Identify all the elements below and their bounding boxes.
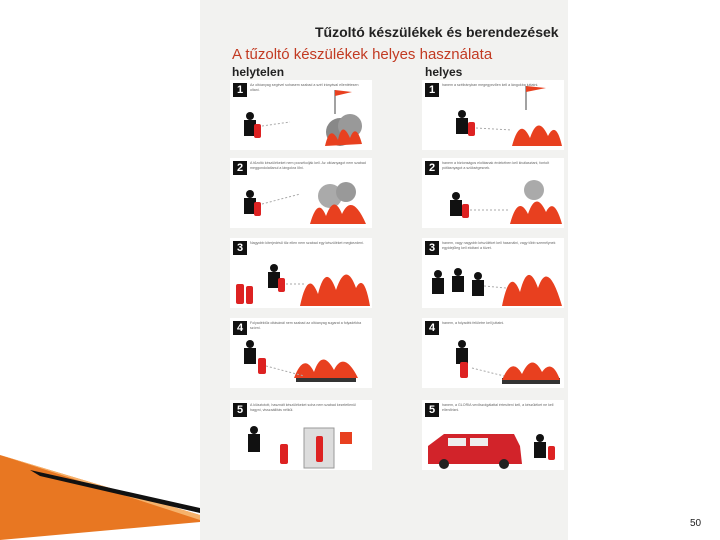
step-caption: Az oltóanyag segével sohasem szabad a szél irányával ellentétesen oltani. (250, 83, 359, 92)
right-step-5 (422, 400, 564, 470)
step-caption: A tűzoltó készülékeket nem pocsékolják kell. Az oltóanyagot nem szabad meggondolatlanul a lángokra lőni. (250, 161, 366, 170)
poster-title: Tűzoltó készülékek és berendezések (315, 24, 559, 40)
step-caption: A kiüsztotott, használt készülékeket soha nem szabad kezeletlenül hagyni, visszaállítás nélkül. (250, 403, 356, 412)
step-caption: hanem a biztonságos eloltásnak érdekében kell kiválasztani, fontolt pótlásnyagot a szükségesnek. (442, 161, 550, 170)
right-step-3 (422, 238, 564, 308)
step-number: 3 (233, 241, 247, 255)
step-number: 1 (425, 83, 439, 97)
step-caption: hanem, vagy nagyobb készüléket kell használni, vagy több személynek egyidejűleg kell eloltani a tüzet. (442, 241, 556, 250)
step-number: 4 (233, 321, 247, 335)
step-caption: hanem, a folyadék felületre kell juttatni. (442, 321, 505, 325)
step-number: 4 (425, 321, 439, 335)
right-step-2 (422, 158, 564, 228)
step-caption: hanem, a GLORIA vevőszolgálattal értesíteni kell, a készüléket ne kell ellenőrizni. (442, 403, 554, 412)
step-caption: hanem a szélirányban megegyezően kell a lángokba juttatni. (442, 83, 539, 87)
step-number: 2 (233, 161, 247, 175)
step-caption: Folyadéktűz oltásánál nem szabad az oltóanyag sugarat a folyadékba szórni. (250, 321, 362, 330)
wrong-step-4 (230, 318, 372, 388)
step-number: 5 (233, 403, 247, 417)
wrong-step-1 (230, 80, 372, 150)
right-column-header: helyes (425, 65, 463, 79)
page-number: 50 (690, 518, 702, 529)
right-step-1 (422, 80, 564, 150)
step-number: 1 (233, 83, 247, 97)
poster-subtitle: A tűzoltó készülékek helyes használata (232, 46, 493, 63)
wrong-step-5 (230, 400, 372, 470)
step-caption: Nagyobb kiterjedésű tűz ellen nem szabad egy készüléket megkezdeni. (250, 241, 364, 245)
wrong-step-3 (230, 238, 372, 308)
wrong-step-2 (230, 158, 372, 228)
wrong-column-header: helytelen (232, 65, 285, 79)
step-number: 3 (425, 241, 439, 255)
step-number: 5 (425, 403, 439, 417)
step-number: 2 (425, 161, 439, 175)
right-step-4 (422, 318, 564, 388)
